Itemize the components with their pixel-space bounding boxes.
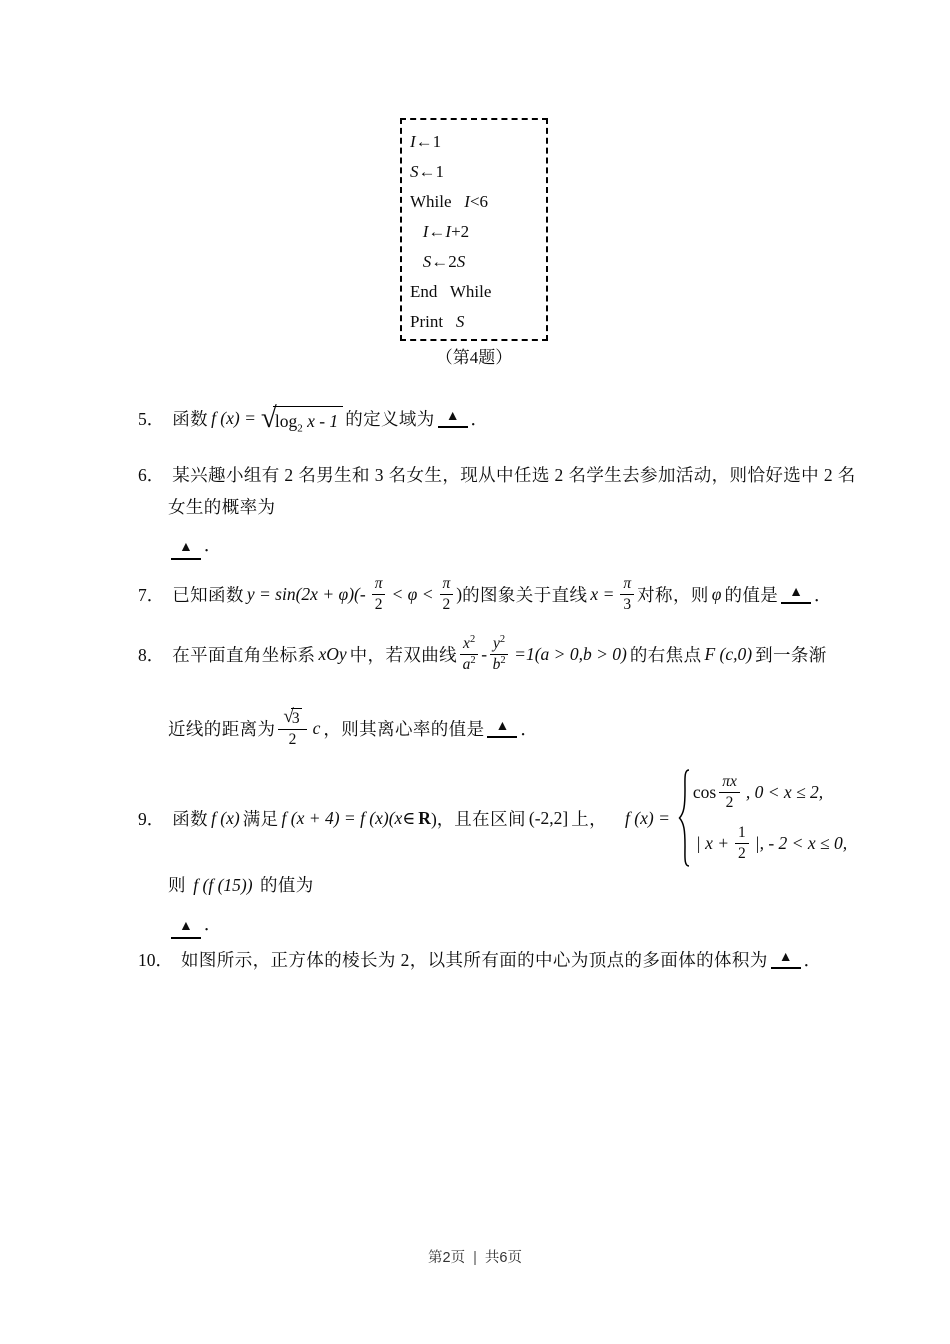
footer-separator: | xyxy=(473,1250,477,1266)
question-text: 在平面直角坐标系 xyxy=(172,644,316,665)
question-number: 6． xyxy=(138,465,165,485)
radical-icon: √ xyxy=(283,705,294,727)
algo-line xyxy=(410,247,546,277)
radical-expression xyxy=(260,401,343,434)
math-fragment: y = sin(2x + φ)(- xyxy=(246,583,366,604)
algo-text: +2 xyxy=(451,222,470,241)
question-9 xyxy=(138,770,918,939)
figure-caption: （第4题） xyxy=(435,348,513,367)
answer-blank: ▲ xyxy=(171,539,201,560)
math-fragment: x = xyxy=(590,583,615,604)
denominator: 2 xyxy=(738,844,746,862)
question-text: 函数 xyxy=(172,808,209,829)
algo-indent xyxy=(410,222,423,241)
numerator xyxy=(460,635,478,655)
denominator: 2 xyxy=(288,730,297,748)
question-7 xyxy=(138,570,918,618)
algo-indent xyxy=(410,252,423,271)
algo-line xyxy=(410,127,546,157)
algo-variable: S xyxy=(410,162,419,181)
question-text: 的右焦点 xyxy=(629,644,702,665)
question-text: 中，若双曲线 xyxy=(349,644,458,665)
numerator xyxy=(278,705,306,730)
punctuation: ． xyxy=(203,535,222,555)
algo-variable: S xyxy=(455,312,465,331)
question-text: 近线的距离为 xyxy=(168,718,276,739)
question-text: 且在区间 xyxy=(454,808,526,829)
algo-line xyxy=(410,157,546,187)
question-text: 上， xyxy=(571,808,608,829)
question-line xyxy=(138,628,918,680)
algo-text: <6 xyxy=(469,192,489,211)
question-text: 某兴趣小组有 2 名男生和 3 名女生，现从中任选 2 名学生去参加活动，则恰好选中 2 名 xyxy=(172,465,856,485)
question-text: 已知函数 xyxy=(172,584,244,605)
algo-variable: S xyxy=(456,252,466,271)
denominator: 2 xyxy=(725,794,734,812)
numerator: π xyxy=(440,575,454,595)
real-numbers-symbol: R xyxy=(418,807,431,828)
piecewise-brace xyxy=(677,768,691,868)
question-text: 满足 xyxy=(242,808,279,829)
question-text: 的值为 xyxy=(259,875,314,895)
radical-expression xyxy=(283,705,301,728)
algorithm-box xyxy=(400,118,548,341)
math-fragment: c xyxy=(312,717,321,738)
fraction xyxy=(620,575,634,614)
algo-variable: I xyxy=(464,192,470,211)
numerator xyxy=(490,635,508,655)
math-fragment: φ xyxy=(711,583,722,604)
algo-variable: I xyxy=(445,222,452,241)
denominator: 2 xyxy=(374,595,383,613)
math-fragment: b xyxy=(492,655,501,673)
algo-text: ←2 xyxy=(431,252,457,271)
radicand: 3 xyxy=(291,709,300,727)
piecewise-cases xyxy=(693,773,850,862)
fraction xyxy=(278,705,306,749)
question-10 xyxy=(138,944,918,974)
exponent: 2 xyxy=(500,654,506,666)
exponent: 2 xyxy=(470,654,476,666)
question-text: 的图象关于直线 xyxy=(462,584,588,605)
question-number: 8． xyxy=(138,644,165,665)
radical-icon: √ xyxy=(260,401,277,434)
question-6 xyxy=(138,462,918,560)
math-fragment: |, - 2 < x ≤ 0, xyxy=(754,832,848,853)
math-fragment: x - 1 xyxy=(302,410,339,431)
algo-variable: S xyxy=(422,252,432,271)
math-fragment: )， xyxy=(430,808,455,829)
question-number: 7． xyxy=(138,584,165,605)
answer-blank: ▲ xyxy=(171,918,201,939)
case-2 xyxy=(693,824,850,863)
math-fragment: - xyxy=(481,643,488,664)
math-fragment: f (x) = xyxy=(211,407,256,428)
answer-blank: ▲ xyxy=(781,584,811,605)
question-text: 的定义域为 xyxy=(345,408,435,429)
fraction xyxy=(719,773,740,812)
algo-line xyxy=(410,277,546,307)
page-footer xyxy=(0,1246,950,1267)
question-text: 到一条渐 xyxy=(755,644,827,665)
punctuation: ． xyxy=(203,914,222,934)
math-fragment: y xyxy=(493,634,500,652)
question-line xyxy=(138,872,918,898)
question-text: 的值是 xyxy=(724,584,779,605)
math-fragment: xOy xyxy=(318,643,347,664)
numerator: 1 xyxy=(735,824,749,844)
numerator: πx xyxy=(719,773,740,793)
algo-text: ←1 xyxy=(418,162,444,181)
question-number: 9． xyxy=(138,808,165,829)
math-fragment: < φ < xyxy=(391,583,434,604)
question-line xyxy=(138,702,918,754)
math-fragment: F (c,0) xyxy=(704,643,753,664)
question-text: ，则其离心率的值是 xyxy=(323,718,485,739)
denominator: 3 xyxy=(623,595,632,613)
algo-keyword: End While xyxy=(410,282,492,301)
question-text: 如图所示，正方体的棱长为 2，以其所有面的中心为顶点的多面体的体积为 xyxy=(181,949,768,970)
math-fragment: f (f (15)) xyxy=(193,875,253,895)
denominator xyxy=(463,655,476,674)
math-fragment: f (x) xyxy=(211,807,240,828)
question-number: 5． xyxy=(138,408,165,429)
question-line xyxy=(138,494,918,520)
question-text: 女生的概率为 xyxy=(168,497,276,517)
fraction xyxy=(440,575,454,614)
math-fragment: a xyxy=(462,655,471,673)
algo-variable: I xyxy=(422,222,429,241)
punctuation: ． xyxy=(814,584,832,605)
question-line xyxy=(138,532,918,560)
question-number: 10． xyxy=(138,949,173,970)
question-text: 对称，则 xyxy=(637,584,709,605)
algo-line xyxy=(410,187,546,217)
math-fragment: (-2,2] xyxy=(528,807,569,828)
math-fragment: f (x + 4) = f (x)(x∈ xyxy=(281,807,416,828)
question-line xyxy=(138,911,918,939)
question-5 xyxy=(138,392,918,444)
log-subscript: 2 xyxy=(297,422,303,434)
case-1 xyxy=(693,773,850,812)
algo-keyword: While xyxy=(410,192,465,211)
math-fragment: =1(a > 0,b > 0) xyxy=(514,643,627,664)
algo-variable: I xyxy=(410,132,416,151)
numerator: π xyxy=(620,575,634,595)
algo-line xyxy=(410,217,546,247)
math-fragment: ) xyxy=(456,583,463,604)
algo-text: ←1 xyxy=(415,132,442,151)
math-fragment: , 0 < x ≤ 2, xyxy=(745,782,824,803)
math-fragment: f (x) = xyxy=(625,807,670,828)
denominator: 2 xyxy=(442,595,451,613)
footer-page-total: 共6页 xyxy=(484,1250,522,1266)
answer-blank: ▲ xyxy=(487,718,517,739)
question-line xyxy=(138,770,918,866)
math-fragment: cos xyxy=(692,782,717,803)
answer-blank: ▲ xyxy=(438,408,468,429)
algo-keyword: Print xyxy=(410,312,456,331)
fraction xyxy=(460,635,478,674)
algo-text: ← xyxy=(428,222,446,241)
math-fragment: | x + xyxy=(695,832,730,853)
answer-blank: ▲ xyxy=(771,949,801,970)
fraction xyxy=(490,635,508,674)
question-line xyxy=(138,462,918,488)
math-fragment: log xyxy=(274,410,298,431)
denominator xyxy=(493,655,506,674)
punctuation: ． xyxy=(470,408,489,429)
fraction xyxy=(372,575,386,614)
question-8 xyxy=(138,628,918,754)
radicand xyxy=(273,406,343,432)
exponent: 2 xyxy=(469,633,476,645)
algo-line xyxy=(410,307,546,337)
question-text: 则 xyxy=(168,875,186,895)
footer-page-number: 第2页 xyxy=(428,1250,466,1266)
exponent: 2 xyxy=(499,633,506,645)
punctuation: ． xyxy=(520,718,538,739)
brace-icon xyxy=(677,768,691,868)
question-text: 函数 xyxy=(172,408,209,429)
punctuation: ． xyxy=(803,949,822,970)
fraction xyxy=(735,824,749,863)
numerator: π xyxy=(372,575,386,595)
math-fragment: x xyxy=(463,634,470,652)
